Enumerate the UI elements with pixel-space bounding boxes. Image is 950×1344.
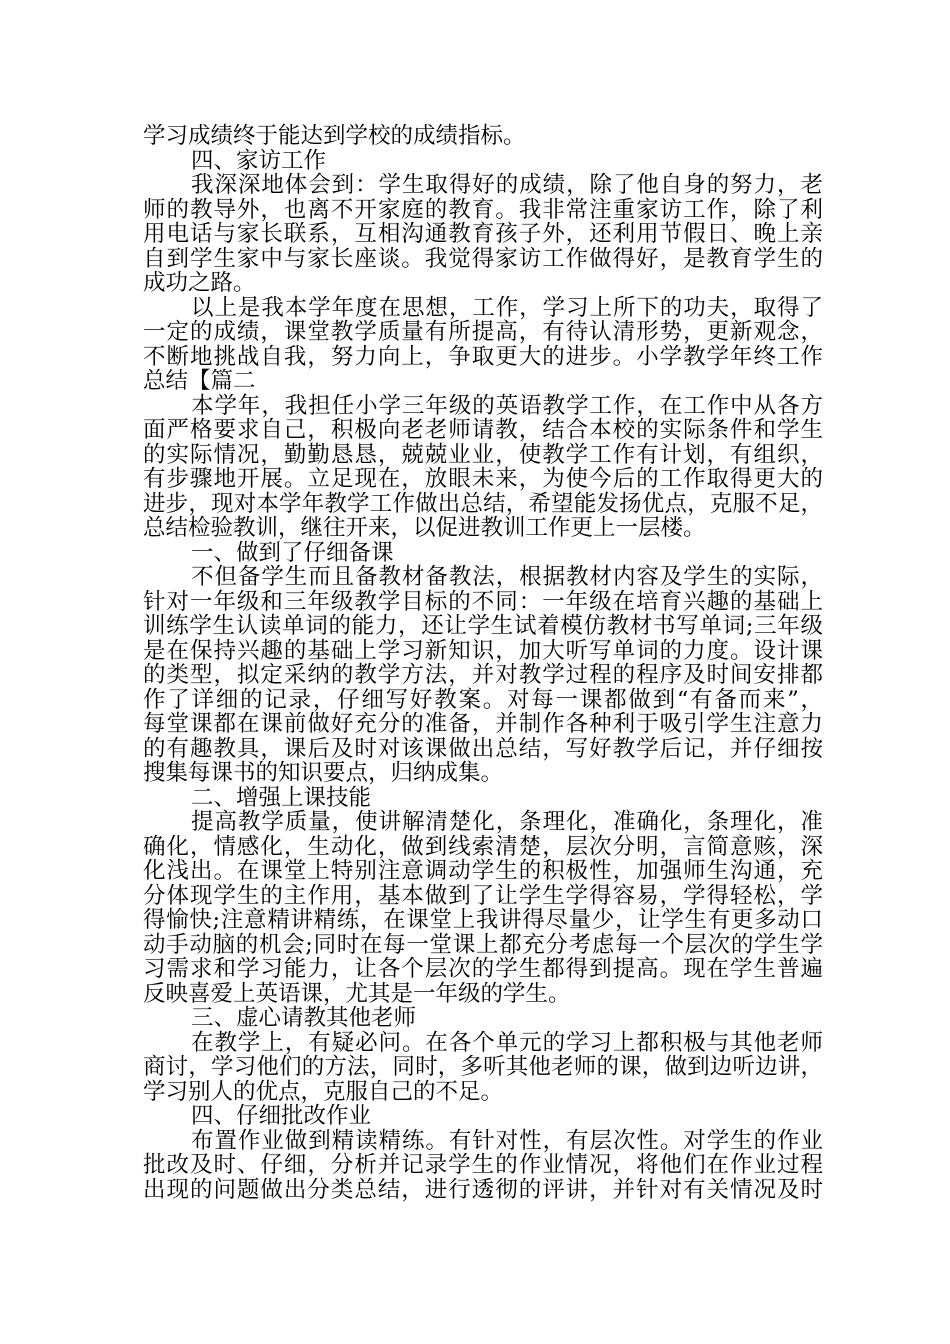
text-line: 不断地挑战自我，努力向上，争取更大的进步。小学教学年终工作 — [143, 343, 823, 370]
text-line: 师的教导外，也离不开家庭的教育。我非常注重家访工作，除了利 — [143, 196, 823, 223]
text-line: 二、增强上课技能 — [191, 784, 372, 811]
text-line: 分体现学生的主作用，基本做到了让学生学得容易，学得轻松，学 — [143, 882, 823, 909]
text-line: 总结检验教训，继往开来，以促进教训工作更上一层楼。 — [143, 515, 706, 541]
text-line: 商讨，学习他们的方法，同时，多听其他老师的课，做到边听边讲， — [143, 1054, 823, 1080]
text-line: 反映喜爱上英语课，尤其是一年级的学生。 — [143, 980, 571, 1007]
text-line: 作了详细的记录，仔细写好教案。对每一课都做到“有备而来”， — [143, 686, 823, 713]
text-line: 自到学生家中与家长座谈。我觉得家访工作做得好，是教育学生的 — [143, 245, 823, 272]
text-line: 四、家访工作 — [191, 147, 327, 174]
text-line: 在教学上，有疑必问。在各个单元的学习上都积极与其他老师 — [191, 1029, 823, 1056]
text-line: 我深深地体会到：学生取得好的成绩，除了他自身的努力，老 — [191, 172, 823, 198]
text-line: 成功之路。 — [143, 270, 256, 296]
text-line: 训练学生认读单词的能力，还让学生试着模仿教材书写单词;三年级 — [143, 613, 823, 639]
text-line: 每堂课都在课前做好充分的准备，并制作各种利于吸引学生注意力 — [143, 711, 823, 737]
text-line: 面严格要求自己，积极向老老师请教，结合本校的实际条件和学生 — [143, 417, 823, 443]
text-line: 总结【篇二 — [143, 368, 256, 394]
text-line: 用电话与家长联系，互相沟通教育孩子外，还利用节假日、晚上亲 — [143, 221, 823, 247]
text-line: 的有趣教具，课后及时对该课做出总结，写好教学后记，并仔细按 — [143, 735, 823, 762]
document-body — [143, 124, 823, 1202]
text-line: 四、仔细批改作业 — [191, 1103, 372, 1129]
text-line: 针对一年级和三年级教学目标的不同：一年级在培育兴趣的基础上 — [143, 588, 823, 615]
text-line: 以上是我本学年度在思想，工作，学习上所下的功夫，取得了 — [191, 294, 823, 321]
text-line: 学习成绩终于能达到学校的成绩指标。 — [143, 123, 526, 149]
text-line: 学习别人的优点，克服自己的不足。 — [143, 1078, 504, 1105]
text-line: 动手动脑的机会;同时在每一堂课上都充分考虑每一个层次的学生学 — [143, 931, 823, 958]
text-line: 化浅出。在课堂上特别注意调动学生的积极性，加强师生沟通，充 — [143, 858, 823, 884]
text-line: 批改及时、仔细，分析并记录学生的作业情况，将他们在作业过程 — [143, 1152, 823, 1178]
text-line: 出现的问题做出分类总结，进行透彻的评讲，并针对有关情况及时 — [143, 1176, 823, 1203]
text-line: 的实际情况，勤勤恳恳，兢兢业业，使教学工作有计划，有组织， — [143, 441, 823, 468]
text-line: 的类型，拟定采纳的教学方法，并对教学过程的程序及时间安排都 — [143, 662, 823, 688]
text-line: 提高教学质量，使讲解清楚化，条理化，准确化，条理化，准 — [191, 809, 823, 835]
text-line: 得愉快;注意精讲精练，在课堂上我讲得尽量少，让学生有更多动口 — [143, 907, 823, 933]
text-line: 习需求和学习能力，让各个层次的学生都得到提高。现在学生普遍 — [143, 956, 823, 982]
text-line: 本学年，我担任小学三年级的英语教学工作，在工作中从各方 — [191, 392, 823, 419]
text-line: 三、虚心请教其他老师 — [191, 1005, 417, 1031]
text-line: 确化，情感化，生动化，做到线索清楚，层次分明，言简意赅，深 — [143, 833, 823, 860]
text-line: 一、做到了仔细备课 — [191, 539, 394, 566]
text-line: 搜集每课书的知识要点，归纳成集。 — [143, 760, 504, 786]
text-line: 不但备学生而且备教材备教法，根据教材内容及学生的实际， — [191, 564, 823, 590]
text-line: 进步，现对本学年教学工作做出总结，希望能发扬优点，克服不足， — [143, 490, 823, 517]
text-line: 是在保持兴趣的基础上学习新知识，加大听写单词的力度。设计课 — [143, 637, 823, 664]
text-line: 有步骤地开展。立足现在，放眼未来，为使今后的工作取得更大的 — [143, 466, 823, 492]
text-line: 一定的成绩，课堂教学质量有所提高，有待认清形势，更新观念， — [143, 319, 823, 345]
text-line: 布置作业做到精读精练。有针对性，有层次性。对学生的作业 — [191, 1127, 823, 1154]
